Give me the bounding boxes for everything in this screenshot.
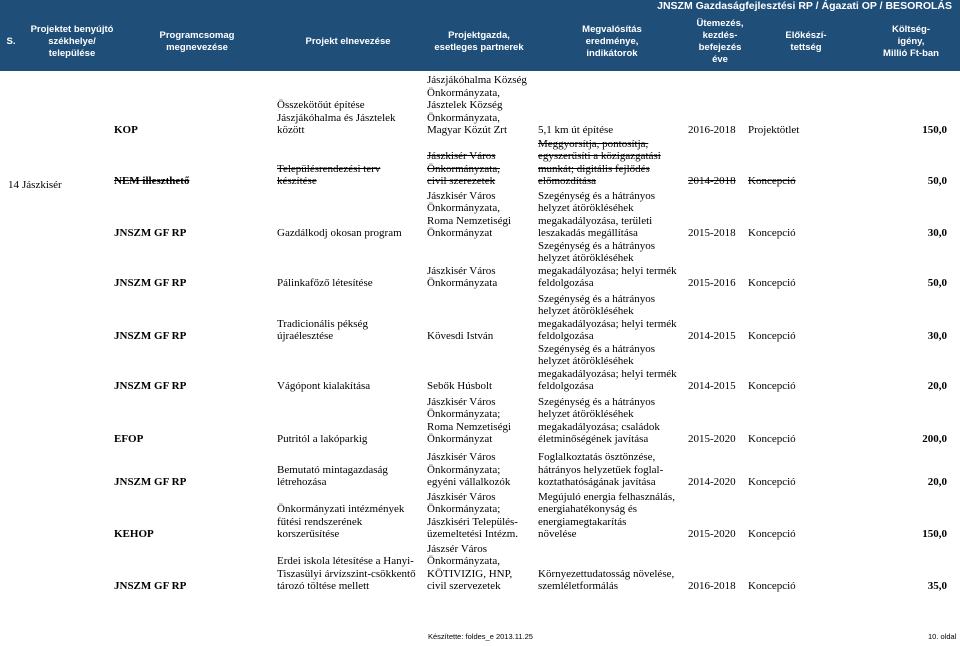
- row-cost: 30,0: [927, 330, 947, 343]
- row-prep: Koncepció: [748, 476, 796, 489]
- row-result-line: feldolgozása: [538, 277, 594, 290]
- row-owner-line: civil szervezetek: [427, 580, 501, 593]
- row-result-line: Megújuló energia felhasználás,: [538, 490, 675, 503]
- row-owner-line: civil szerezetek: [427, 175, 496, 188]
- row-schedule: 2014-2020: [688, 476, 736, 489]
- row-result-line: egyszerűsíti a közigazgatási: [538, 150, 661, 163]
- row-schedule: 2015-2016: [688, 277, 736, 290]
- row-cost: 50,0: [927, 175, 947, 188]
- row-cost: 150,0: [922, 528, 947, 541]
- row-owner-line: Jászkisér Város: [427, 264, 496, 277]
- row-result-line: feldolgozása: [538, 380, 594, 393]
- row-owner-line: Roma Nemzetiségi: [427, 214, 512, 227]
- row-owner-line: Kövesdi István: [427, 330, 494, 343]
- row-result-line: hátrányos helyzetűek foglal-: [538, 463, 664, 476]
- header-s: S.: [6, 36, 16, 47]
- header-prep: Előkészí- tettség: [785, 30, 827, 53]
- row-result-line: megakadályozása; családok: [538, 420, 660, 433]
- row-result-line: helyzet átörökléséhek: [538, 305, 634, 318]
- row-result-line: Meggyorsítja, pontosítja,: [538, 137, 649, 150]
- row-schedule: 2014-2018: [688, 175, 736, 188]
- row-owner-line: Magyar Közút Zrt: [427, 124, 508, 137]
- row-owner-line: Jászkisér Város: [427, 451, 496, 464]
- row-program: KOP: [114, 124, 138, 137]
- row-result-line: leszakadás megállítása: [538, 227, 638, 240]
- row-owner-line: Jászkisér Város: [427, 189, 496, 202]
- row-owner-line: Önkormányzata,: [427, 162, 500, 175]
- row-result-line: Szegénység és a hátrányos: [538, 342, 655, 355]
- row-cost: 200,0: [922, 433, 947, 446]
- row-project-line: fűtési rendszerének: [277, 515, 363, 528]
- header-schedule: Ütemezés, kezdés- befejezés éve: [696, 18, 744, 65]
- row-program: JNSZM GF RP: [114, 277, 187, 290]
- row-result-line: Szegénység és a hátrányos: [538, 395, 655, 408]
- row-result-line: előmozdítása: [538, 175, 597, 188]
- row-result-line: helyzet átörökléséhek: [538, 355, 634, 368]
- row-owner-line: Önkormányzat: [427, 227, 493, 240]
- row-schedule: 2014-2015: [688, 330, 736, 343]
- row-project-line: létrehozása: [277, 476, 327, 489]
- header-result: Megvalósítás eredménye, indikátorok: [582, 24, 642, 59]
- row-program: JNSZM GF RP: [114, 580, 187, 593]
- row-result-line: feldolgozása: [538, 330, 594, 343]
- row-prep: Koncepció: [748, 227, 796, 240]
- row-schedule: 2015-2020: [688, 433, 736, 446]
- row-cost: 20,0: [927, 380, 947, 393]
- row-owner-line: Jásztelek Község: [427, 99, 503, 112]
- row-project-line: között: [277, 124, 305, 137]
- row-prep: Koncepció: [748, 277, 796, 290]
- row-owner-line: Önkormányzata;: [427, 463, 501, 476]
- row-owner-line: Önkormányzata,: [427, 86, 500, 99]
- row-cost: 35,0: [927, 580, 947, 593]
- row-project-line: Tradicionális pékség: [277, 317, 368, 330]
- row-result-line: koztathatóságának javítása: [538, 476, 656, 489]
- row-result-line: energiamegtakarítás: [538, 515, 627, 528]
- row-result-line: növelése: [538, 528, 577, 541]
- row-result-line: energiahatékonyság és: [538, 503, 638, 516]
- header-applicant: Projektet benyújtó székhelye/ települése: [30, 24, 114, 59]
- row-project-line: Településrendezési terv: [277, 162, 381, 175]
- row-owner-line: Roma Nemzetiségi: [427, 420, 512, 433]
- row-result-line: szemléletformálás: [538, 580, 619, 593]
- row-project-line: korszerűsítése: [277, 528, 340, 541]
- row-result-line: helyzet átörökléséhek: [538, 408, 634, 421]
- header-program: Programcsomag megnevezése: [159, 30, 235, 53]
- row-project-line: Erdei iskola létesítése a Hanyi-: [277, 555, 414, 568]
- row-project-line: Tiszasülyi árvízszint-csökkentő: [277, 567, 416, 580]
- footer-author: Készítette: foldes_e 2013.11.25: [428, 632, 533, 641]
- row-project-line: készítése: [277, 175, 317, 188]
- row-project-line: Pálinkafőző létesítése: [277, 277, 373, 290]
- row-cost: 150,0: [922, 124, 947, 137]
- settlement-name: Jászkisér: [22, 179, 62, 191]
- row-result-line: megakadályozása; helyi termék: [538, 317, 677, 330]
- row-owner-line: Jászkisér Város: [427, 490, 496, 503]
- title-bar: [0, 0, 960, 13]
- row-owner-line: Jászkisér Város: [427, 150, 496, 163]
- row-result-line: megakadályozása; helyi termék: [538, 367, 677, 380]
- row-number: 14: [8, 179, 19, 191]
- row-owner-line: KÖTIVIZIG, HNP,: [427, 567, 513, 580]
- row-prep: Koncepció: [748, 528, 796, 541]
- row-program: NEM illeszthető: [114, 175, 190, 188]
- row-owner-line: üzemeltetési Intézm.: [427, 528, 519, 541]
- row-result-line: 5,1 km út építése: [538, 124, 614, 137]
- row-owner-line: Önkormányzata;: [427, 408, 501, 421]
- row-owner-line: Önkormányzata: [427, 277, 498, 290]
- row-owner-line: Jászsér Város: [427, 542, 487, 555]
- row-result-line: életminőségének javítása: [538, 433, 649, 446]
- row-project-line: Önkormányzati intézmények: [277, 503, 405, 516]
- row-result-line: megakadályozása; helyi termék: [538, 264, 677, 277]
- row-cost: 30,0: [927, 227, 947, 240]
- row-owner-line: egyéni vállalkozók: [427, 476, 511, 489]
- row-owner-line: Önkormányzat: [427, 433, 493, 446]
- header-owner: Projektgazda, esetleges partnerek: [434, 30, 524, 53]
- row-schedule: 2014-2015: [688, 380, 736, 393]
- row-program: JNSZM GF RP: [114, 330, 187, 343]
- row-owner-line: Önkormányzata;: [427, 503, 501, 516]
- row-owner-line: Sebők Húsbolt: [427, 380, 493, 393]
- row-owner-line: Jászkisér Város: [427, 395, 496, 408]
- row-owner-line: Önkormányzata,: [427, 202, 500, 215]
- row-result-line: helyzet átörökléséhek: [538, 252, 634, 265]
- row-owner-line: Jászkiséri Település-: [427, 515, 518, 528]
- row-program: JNSZM GF RP: [114, 227, 187, 240]
- row-result-line: helyzet átörökléséhek: [538, 202, 634, 215]
- header-project: Projekt elnevezése: [305, 36, 391, 47]
- row-prep: Koncepció: [748, 580, 796, 593]
- row-project-line: Putritól a lakóparkig: [277, 433, 368, 446]
- row-schedule: 2015-2018: [688, 227, 736, 240]
- row-result-line: Foglalkoztatás ösztönzése,: [538, 451, 656, 464]
- row-result-line: megakadályozása, területi: [538, 214, 653, 227]
- row-project-line: Vágópont kialakítása: [277, 380, 371, 393]
- row-result-line: Szegénység és a hátrányos: [538, 239, 655, 252]
- row-prep: Projektötlet: [748, 124, 800, 137]
- banner-title: JNSZM Gazdaságfejlesztési RP / Ágazati OP / BESOROLÁS: [657, 0, 952, 12]
- row-schedule: 2015-2020: [688, 528, 736, 541]
- row-project-line: Bemutató mintagazdaság: [277, 463, 388, 476]
- row-program: JNSZM GF RP: [114, 476, 187, 489]
- row-result-line: munkát; digitális fejlődés: [538, 162, 650, 175]
- row-prep: Koncepció: [748, 380, 796, 393]
- row-project-line: újraélesztése: [277, 330, 334, 343]
- row-project-line: Jászjákóhalma és Jásztelek: [277, 111, 396, 124]
- row-project-line: tározó töltése mellett: [277, 580, 370, 593]
- header-cost: Költség- igény, Millió Ft-ban: [883, 24, 939, 59]
- row-cost: 50,0: [927, 277, 947, 290]
- row-program: JNSZM GF RP: [114, 380, 187, 393]
- row-owner-line: Önkormányzata,: [427, 555, 500, 568]
- row-owner-line: Önkormányzata,: [427, 111, 500, 124]
- row-schedule: 2016-2018: [688, 580, 736, 593]
- row-prep: Koncepció: [748, 433, 796, 446]
- row-result-line: Szegénység és a hátrányos: [538, 292, 655, 305]
- row-result-line: Szegénység és a hátrányos: [538, 189, 655, 202]
- row-prep: Koncepció: [748, 175, 796, 188]
- row-result-line: Környezettudatosság növelése,: [538, 567, 675, 580]
- row-program: KEHOP: [114, 528, 154, 541]
- row-project-line: Gazdálkodj okosan program: [277, 227, 402, 240]
- row-cost: 20,0: [927, 476, 947, 489]
- footer-page: 10. oldal: [928, 632, 957, 641]
- row-program: EFOP: [114, 433, 144, 446]
- row-owner-line: Jászjákóhalma Község: [427, 74, 527, 86]
- row-project-line: Összekötőút építése: [277, 99, 365, 112]
- row-prep: Koncepció: [748, 330, 796, 343]
- row-schedule: 2016-2018: [688, 124, 736, 137]
